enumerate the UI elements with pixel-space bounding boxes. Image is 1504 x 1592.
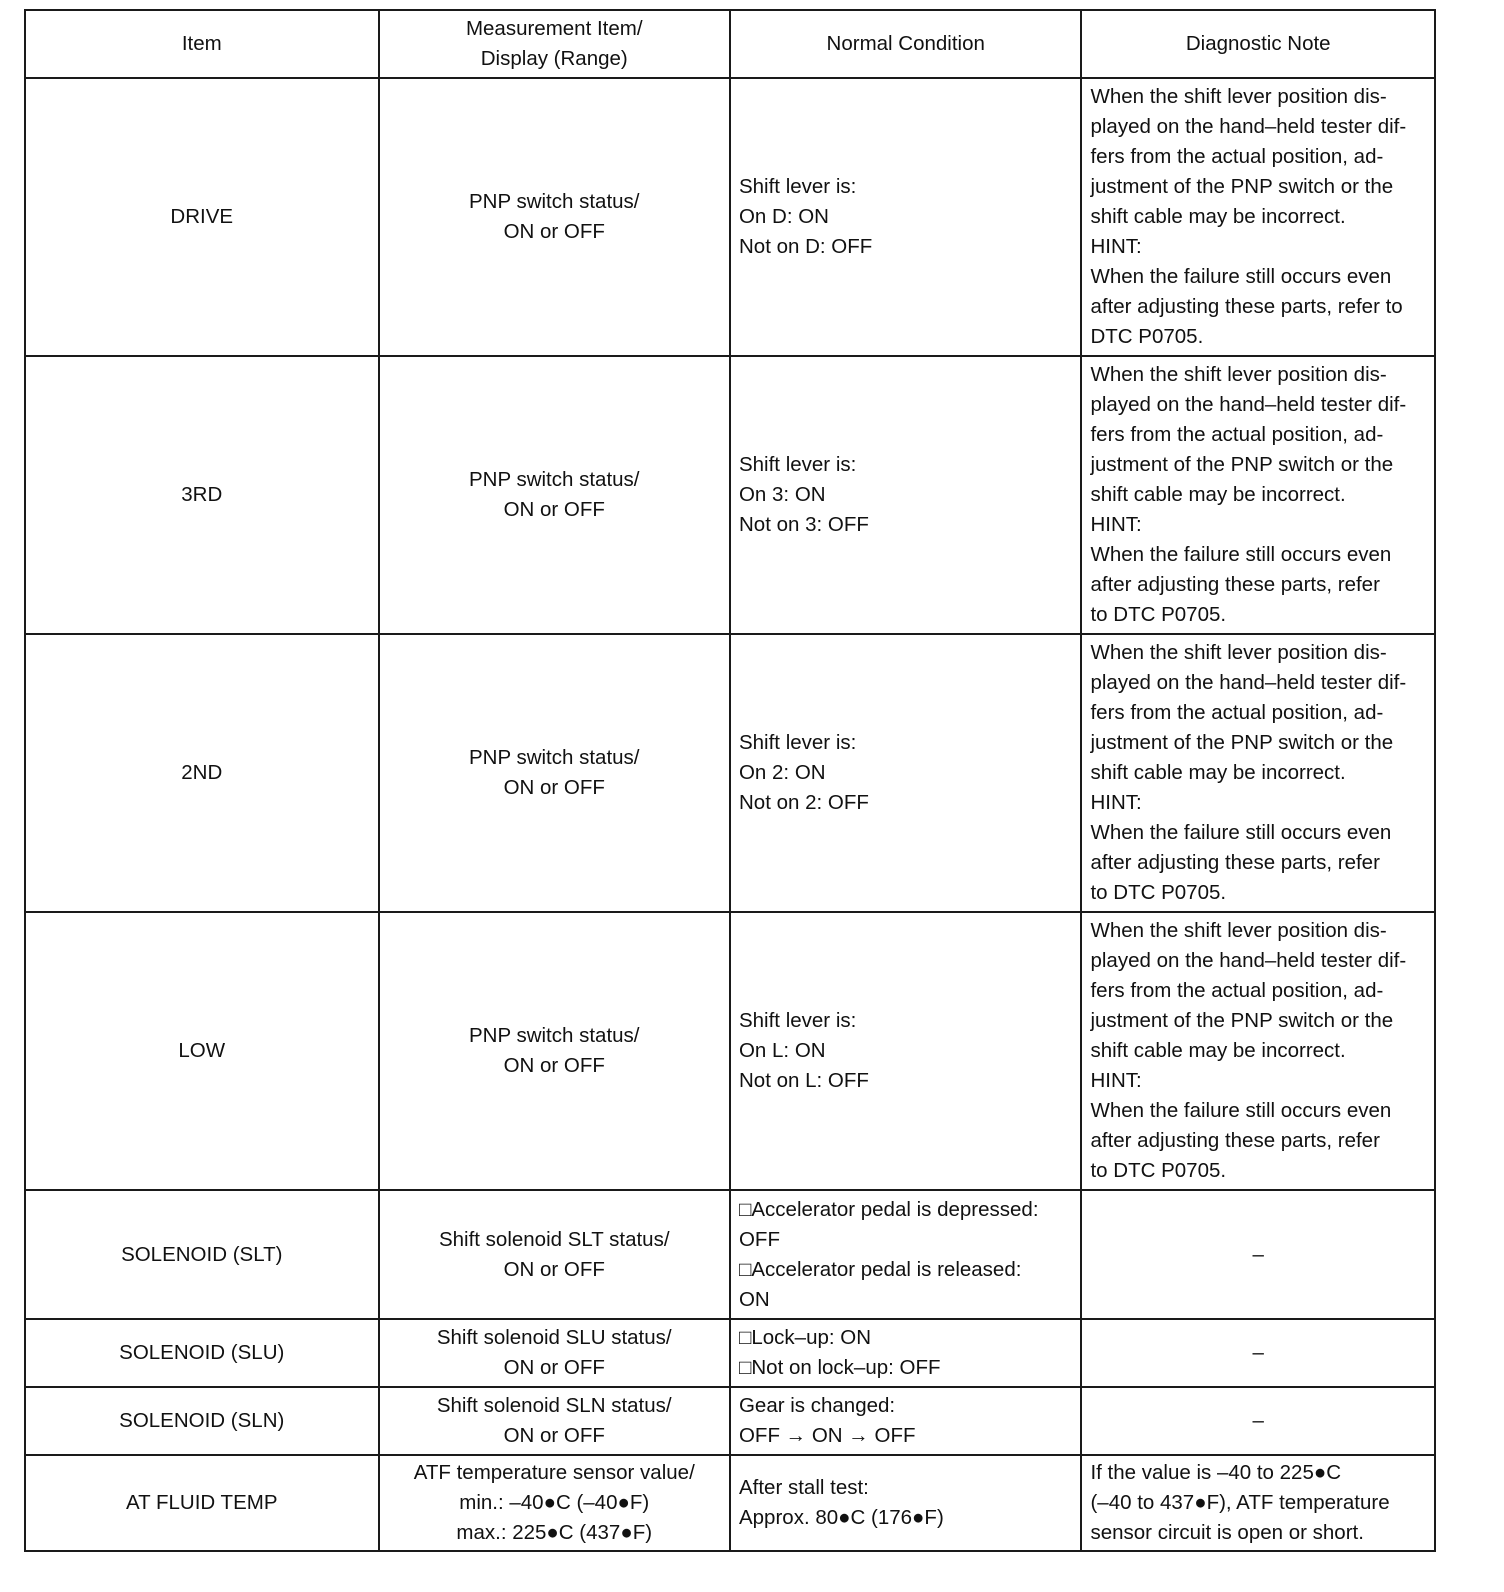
cell-item: AT FLUID TEMP bbox=[25, 1455, 379, 1551]
table-row bbox=[25, 1319, 1435, 1387]
cell-item: DRIVE bbox=[25, 78, 379, 356]
cell-diagnostic-note: – bbox=[1081, 1319, 1435, 1387]
table-row bbox=[25, 634, 1435, 912]
cell-diagnostic-note: When the shift lever position dis- played on the hand–held tester dif- fers from the actual position, ad- justment of the PNP switch or the shift cable may be incorrect. HINT: When the failure still occurs even after adjusting these parts, refer to DTC P0705. bbox=[1081, 78, 1435, 356]
cell-normal-condition: Shift lever is: On L: ON Not on L: OFF bbox=[730, 912, 1081, 1190]
cell-measurement: PNP switch status/ ON or OFF bbox=[379, 356, 730, 634]
cell-normal-condition: Shift lever is: On 2: ON Not on 2: OFF bbox=[730, 634, 1081, 912]
header-measurement: Measurement Item/ Display (Range) bbox=[379, 10, 730, 78]
cell-measurement: PNP switch status/ ON or OFF bbox=[379, 634, 730, 912]
cell-normal-condition: Gear is changed: OFF → ON → OFF bbox=[730, 1387, 1081, 1455]
cell-item: SOLENOID (SLU) bbox=[25, 1319, 379, 1387]
cell-item: SOLENOID (SLN) bbox=[25, 1387, 379, 1455]
cell-diagnostic-note: If the value is –40 to 225●C (–40 to 437●F), ATF temperature sensor circuit is open or short. bbox=[1081, 1455, 1435, 1551]
cell-measurement: Shift solenoid SLT status/ ON or OFF bbox=[379, 1190, 730, 1319]
header-item: Item bbox=[25, 10, 379, 78]
cell-item: LOW bbox=[25, 912, 379, 1190]
table-row bbox=[25, 78, 1435, 356]
table-row bbox=[25, 912, 1435, 1190]
cell-normal-condition: □Lock–up: ON □Not on lock–up: OFF bbox=[730, 1319, 1081, 1387]
table-row bbox=[25, 1387, 1435, 1455]
diagnostic-data-table bbox=[24, 9, 1436, 1552]
cell-measurement: PNP switch status/ ON or OFF bbox=[379, 78, 730, 356]
header-normal-condition: Normal Condition bbox=[730, 10, 1081, 78]
cell-measurement: Shift solenoid SLN status/ ON or OFF bbox=[379, 1387, 730, 1455]
cell-item: 2ND bbox=[25, 634, 379, 912]
table-row bbox=[25, 1455, 1435, 1551]
cell-diagnostic-note: When the shift lever position dis- played on the hand–held tester dif- fers from the actual position, ad- justment of the PNP switch or the shift cable may be incorrect. HINT: When the failure still occurs even after adjusting these parts, refer to DTC P0705. bbox=[1081, 356, 1435, 634]
cell-normal-condition: Shift lever is: On D: ON Not on D: OFF bbox=[730, 78, 1081, 356]
table-row bbox=[25, 1190, 1435, 1319]
cell-diagnostic-note: – bbox=[1081, 1190, 1435, 1319]
table-row bbox=[25, 356, 1435, 634]
cell-measurement: ATF temperature sensor value/ min.: –40●C (–40●F) max.: 225●C (437●F) bbox=[379, 1455, 730, 1551]
cell-normal-condition: □Accelerator pedal is depressed: OFF □Accelerator pedal is released: ON bbox=[730, 1190, 1081, 1319]
cell-diagnostic-note: – bbox=[1081, 1387, 1435, 1455]
cell-item: 3RD bbox=[25, 356, 379, 634]
header-diagnostic-note: Diagnostic Note bbox=[1081, 10, 1435, 78]
cell-normal-condition: Shift lever is: On 3: ON Not on 3: OFF bbox=[730, 356, 1081, 634]
cell-diagnostic-note: When the shift lever position dis- played on the hand–held tester dif- fers from the actual position, ad- justment of the PNP switch or the shift cable may be incorrect. HINT: When the failure still occurs even after adjusting these parts, refer to DTC P0705. bbox=[1081, 634, 1435, 912]
cell-measurement: Shift solenoid SLU status/ ON or OFF bbox=[379, 1319, 730, 1387]
cell-normal-condition: After stall test: Approx. 80●C (176●F) bbox=[730, 1455, 1081, 1551]
table-header-row bbox=[25, 10, 1435, 78]
cell-item: SOLENOID (SLT) bbox=[25, 1190, 379, 1319]
cell-measurement: PNP switch status/ ON or OFF bbox=[379, 912, 730, 1190]
cell-diagnostic-note: When the shift lever position dis- played on the hand–held tester dif- fers from the actual position, ad- justment of the PNP switch or the shift cable may be incorrect. HINT: When the failure still occurs even after adjusting these parts, refer to DTC P0705. bbox=[1081, 912, 1435, 1190]
